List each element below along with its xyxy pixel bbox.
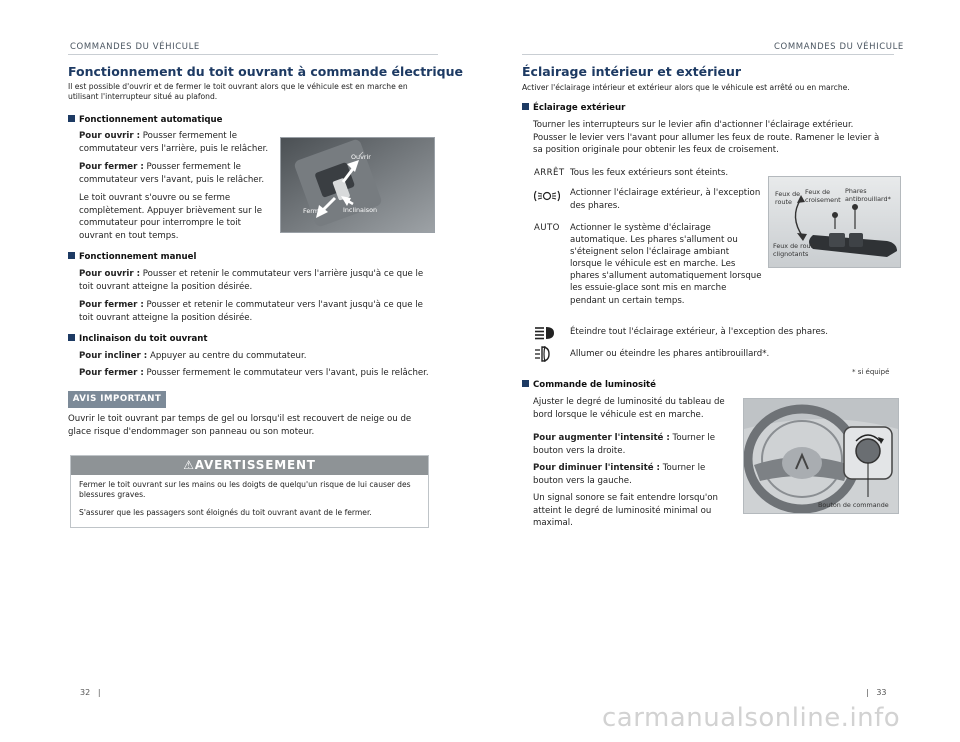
tilt-instruction: Pour incliner : Appuyer au centre du commutateur. bbox=[79, 351, 307, 361]
equipped-footnote: * si équipé bbox=[852, 368, 890, 376]
row-fog-text: Allumer ou éteindre les phares antibrouillard*. bbox=[570, 349, 770, 359]
important-notice-badge: AVIS IMPORTANT bbox=[68, 391, 166, 408]
manual-close-instruction: Pour fermer : Pousser et retenir le commutateur vers l'avant jusqu'à ce que le toit ouvrant atteigne la position désirée. bbox=[79, 300, 423, 323]
left-header-rule bbox=[68, 54, 438, 55]
figure-caption-control-button: Bouton de commande bbox=[818, 501, 889, 509]
sunroof-intro: Il est possible d'ouvrir et de fermer le toit ouvrant alors que le véhicule est en marche en utilisant l'interrupteur situé au plafond. bbox=[68, 82, 408, 102]
row-auto-text: Actionner le système d'éclairage automatique. Les phares s'allument ou s'éteignent selon l'éclairage ambiant lorsque le véhicule est en marche. Les phares s'allument automatiquement lorsque les essuie-glace sont mis en marche pendant un certain temps. bbox=[570, 223, 762, 306]
row-off-text: Tous les feux extérieurs sont éteints. bbox=[570, 168, 729, 178]
right-header-rule bbox=[522, 54, 894, 55]
warning-triangle-icon: ⚠ bbox=[183, 458, 195, 472]
brightness-text: Ajuster le degré de luminosité du tableau de bord lorsque le véhicule est en marche. bbox=[533, 397, 725, 420]
key-auto: AUTO bbox=[534, 223, 560, 233]
auto-open-instruction: Pour ouvrir : Pousser fermement le commutateur vers l'arrière, puis le relâcher. bbox=[79, 131, 269, 154]
auto-close-instruction: Pour fermer : Pousser fermement le commutateur vers l'avant, puis le relâcher. bbox=[79, 162, 265, 185]
right-running-header: COMMANDES DU VÉHICULE bbox=[774, 42, 904, 52]
brightness-heading: Commande de luminosité bbox=[522, 380, 656, 390]
warning-box bbox=[70, 455, 429, 528]
left-page-number: 32 | bbox=[80, 688, 101, 697]
row-parking-text: Actionner l'éclairage extérieur, à l'exception des phares. bbox=[570, 188, 761, 211]
brightness-knob-figure bbox=[743, 398, 899, 514]
auto-stop-note: Le toit ouvrant s'ouvre ou se ferme complètement. Appuyer brièvement sur le commutateur pour interrompre le toit ouvrant en tout temps. bbox=[79, 193, 263, 241]
exterior-lighting-heading: Éclairage extérieur bbox=[522, 103, 625, 113]
brightness-beep-note: Un signal sonore se fait entendre lorsqu'on atteint le degré de luminosité minimal ou maximal. bbox=[533, 493, 718, 529]
parking-lights-icon bbox=[534, 188, 560, 208]
label-high-beam: Feux de route bbox=[775, 190, 801, 206]
warning-line-2: S'assurer que les passagers sont éloignés du toit ouvrant avant de le fermer. bbox=[79, 508, 372, 517]
warning-header bbox=[71, 456, 428, 475]
important-notice-text: Ouvrir le toit ouvrant par temps de gel ou lorsqu'il est recouvert de neige ou de glace risque d'endommager son panneau ou son moteur. bbox=[68, 414, 412, 437]
lighting-intro: Activer l'éclairage intérieur et extérieur alors que le véhicule est arrêté ou en marche. bbox=[522, 83, 850, 92]
row-headlight-text: Éteindre tout l'éclairage extérieur, à l'exception des phares. bbox=[570, 327, 828, 337]
figure-label-open: Ouvrir bbox=[351, 153, 371, 161]
figure-label-tilt: Inclinaison bbox=[343, 206, 378, 214]
key-off: ARRÊT bbox=[534, 168, 565, 178]
fog-light-icon bbox=[534, 346, 554, 366]
figure-label-close: Fermer bbox=[303, 207, 326, 215]
light-lever-figure bbox=[768, 176, 901, 268]
brightness-up-instruction: Pour augmenter l'intensité : Tourner le bouton vers la droite. bbox=[533, 433, 716, 456]
warning-title: AVERTISSEMENT bbox=[194, 458, 316, 472]
right-page-number: | 33 bbox=[866, 688, 887, 697]
label-low-beam: Feux de croisement bbox=[805, 188, 841, 204]
tilt-heading: Inclinaison du toit ouvrant bbox=[68, 334, 208, 344]
headlight-icon bbox=[534, 325, 554, 344]
left-running-header: COMMANDES DU VÉHICULE bbox=[70, 42, 200, 52]
sunroof-switch-figure bbox=[280, 137, 435, 233]
manual-operation-heading: Fonctionnement manuel bbox=[68, 252, 196, 262]
auto-operation-heading: Fonctionnement automatique bbox=[68, 115, 223, 125]
label-fog: Phares antibrouillard* bbox=[845, 187, 891, 203]
label-flash: Feux de route clignotants bbox=[773, 242, 818, 258]
warning-line-1: Fermer le toit ouvrant sur les mains ou les doigts de quelqu'un risque de lui causer des blessures graves. bbox=[79, 480, 411, 500]
steering-wheel-illustration bbox=[744, 399, 898, 513]
manual-open-instruction: Pour ouvrir : Pousser et retenir le commutateur vers l'arrière jusqu'à ce que le toit ouvrant atteigne la position désirée. bbox=[79, 269, 424, 292]
lighting-section-title: Éclairage intérieur et extérieur bbox=[522, 64, 742, 79]
sunroof-section-title: Fonctionnement du toit ouvrant à commande électrique bbox=[68, 64, 463, 79]
tilt-close-instruction: Pour fermer : Pousser fermement le commutateur vers l'avant, puis le relâcher. bbox=[79, 368, 429, 378]
exterior-lighting-text: Tourner les interrupteurs sur le levier afin d'actionner l'éclairage extérieur. Pousser le levier vers l'avant pour allumer les feux de route. Ramener le levier à sa position originale pour obtenir les feux de croisement. bbox=[533, 120, 880, 156]
site-watermark: carmanualsonline.info bbox=[602, 703, 901, 733]
brightness-down-instruction: Pour diminuer l'intensité : Tourner le bouton vers la gauche. bbox=[533, 463, 706, 486]
